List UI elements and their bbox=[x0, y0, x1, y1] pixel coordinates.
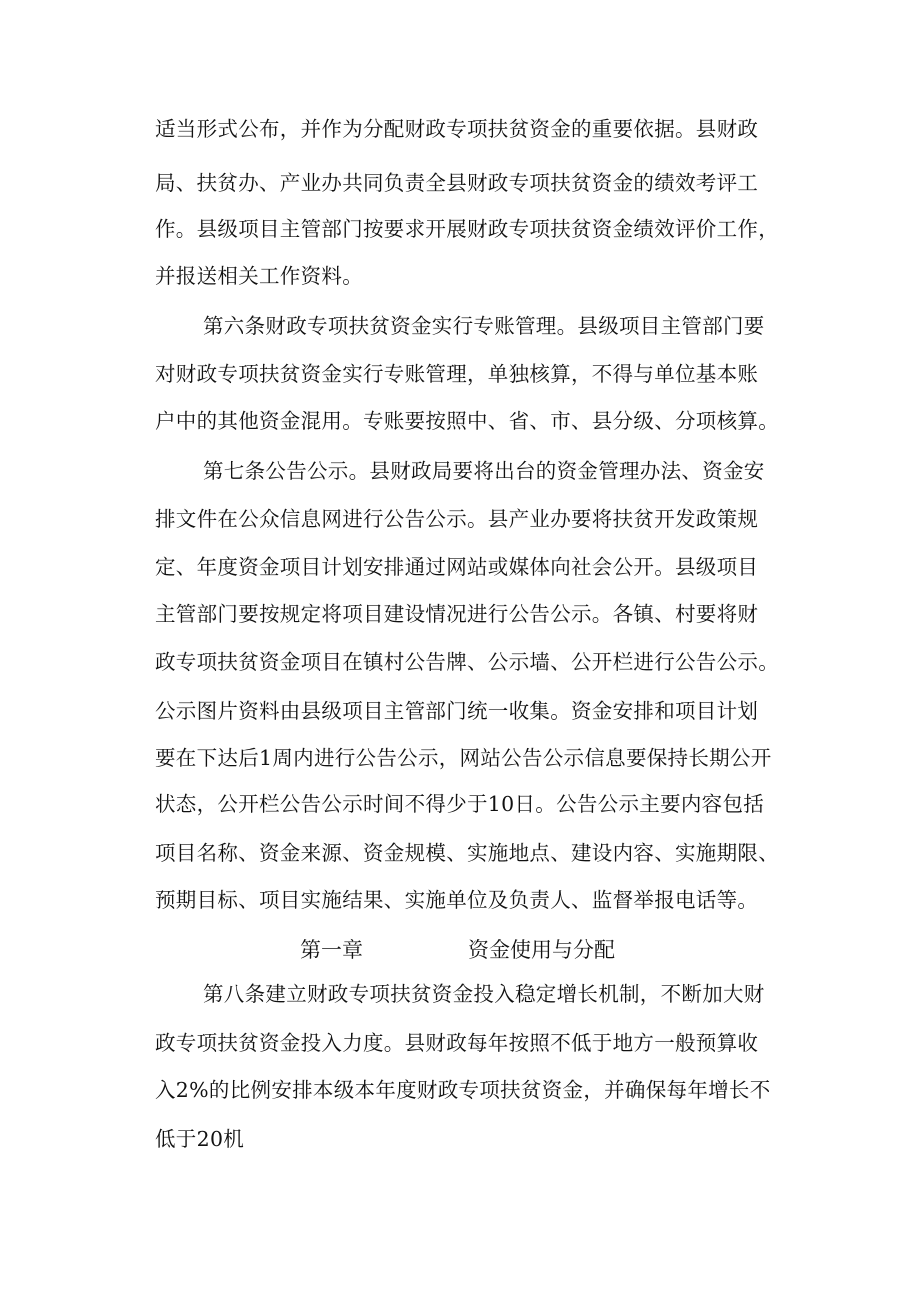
paragraph-line: 公示图片资料由县级项目主管部门统一收集。资金安排和项目计划 bbox=[155, 699, 759, 723]
paragraph-line: 主管部门要按规定将项目建设情况进行公告公示。各镇、村要将财 bbox=[155, 602, 759, 626]
paragraph-line: 作。县级项目主管部门按要求开展财政专项扶贫资金绩效评价工作， bbox=[155, 217, 779, 241]
paragraph-line: 排文件在公众信息网进行公告公示。县产业办要将扶贫开发政策规 bbox=[155, 507, 759, 531]
chapter-title: 资金使用与分配 bbox=[468, 938, 615, 962]
paragraph-line: 第七条公告公示。县财政局要将出台的资金管理办法、资金安 bbox=[203, 459, 765, 483]
paragraph-line: 政专项扶贫资金项目在镇村公告牌、公示墙、公开栏进行公告公示。 bbox=[155, 650, 779, 674]
paragraph-line: 户中的其他资金混用。专账要按照中、省、市、县分级、分项核算。 bbox=[155, 409, 779, 433]
paragraph-line: 对财政专项扶贫资金实行专账管理，单独核算，不得与单位基本账 bbox=[155, 362, 759, 386]
paragraph-line: 第六条财政专项扶贫资金实行专账管理。县级项目主管部门要 bbox=[203, 314, 765, 338]
paragraph-line: 入2%的比例安排本级本年度财政专项扶贫资金，并确保每年增长不 bbox=[155, 1078, 771, 1102]
paragraph-line: 预期目标、项目实施结果、实施单位及负责人、监督举报电话等。 bbox=[155, 888, 759, 912]
paragraph-line: 低于20机 bbox=[155, 1127, 245, 1151]
paragraph-line: 定、年度资金项目计划安排通过网站或媒体向社会公开。县级项目 bbox=[155, 555, 759, 579]
paragraph-line: 状态，公开栏公告公示时间不得少于10日。公告公示主要内容包括 bbox=[155, 792, 765, 816]
paragraph-line: 并报送相关工作资料。 bbox=[155, 264, 363, 288]
paragraph-line: 项目名称、资金来源、资金规模、实施地点、建设内容、实施期限、 bbox=[155, 841, 779, 865]
paragraph-line: 第八条建立财政专项扶贫资金投入稳定增长机制，不断加大财 bbox=[203, 982, 765, 1006]
paragraph-line: 政专项扶贫资金投入力度。县财政每年按照不低于地方一般预算收 bbox=[155, 1031, 759, 1055]
paragraph-line: 要在下达后1周内进行公告公示，网站公告公示信息要保持长期公开 bbox=[155, 746, 772, 770]
paragraph-line: 局、扶贫办、产业办共同负责全县财政专项扶贫资金的绩效考评工 bbox=[155, 171, 759, 195]
paragraph-line: 适当形式公布，并作为分配财政专项扶贫资金的重要依据。县财政 bbox=[155, 117, 759, 141]
chapter-number: 第一章 bbox=[300, 938, 363, 962]
